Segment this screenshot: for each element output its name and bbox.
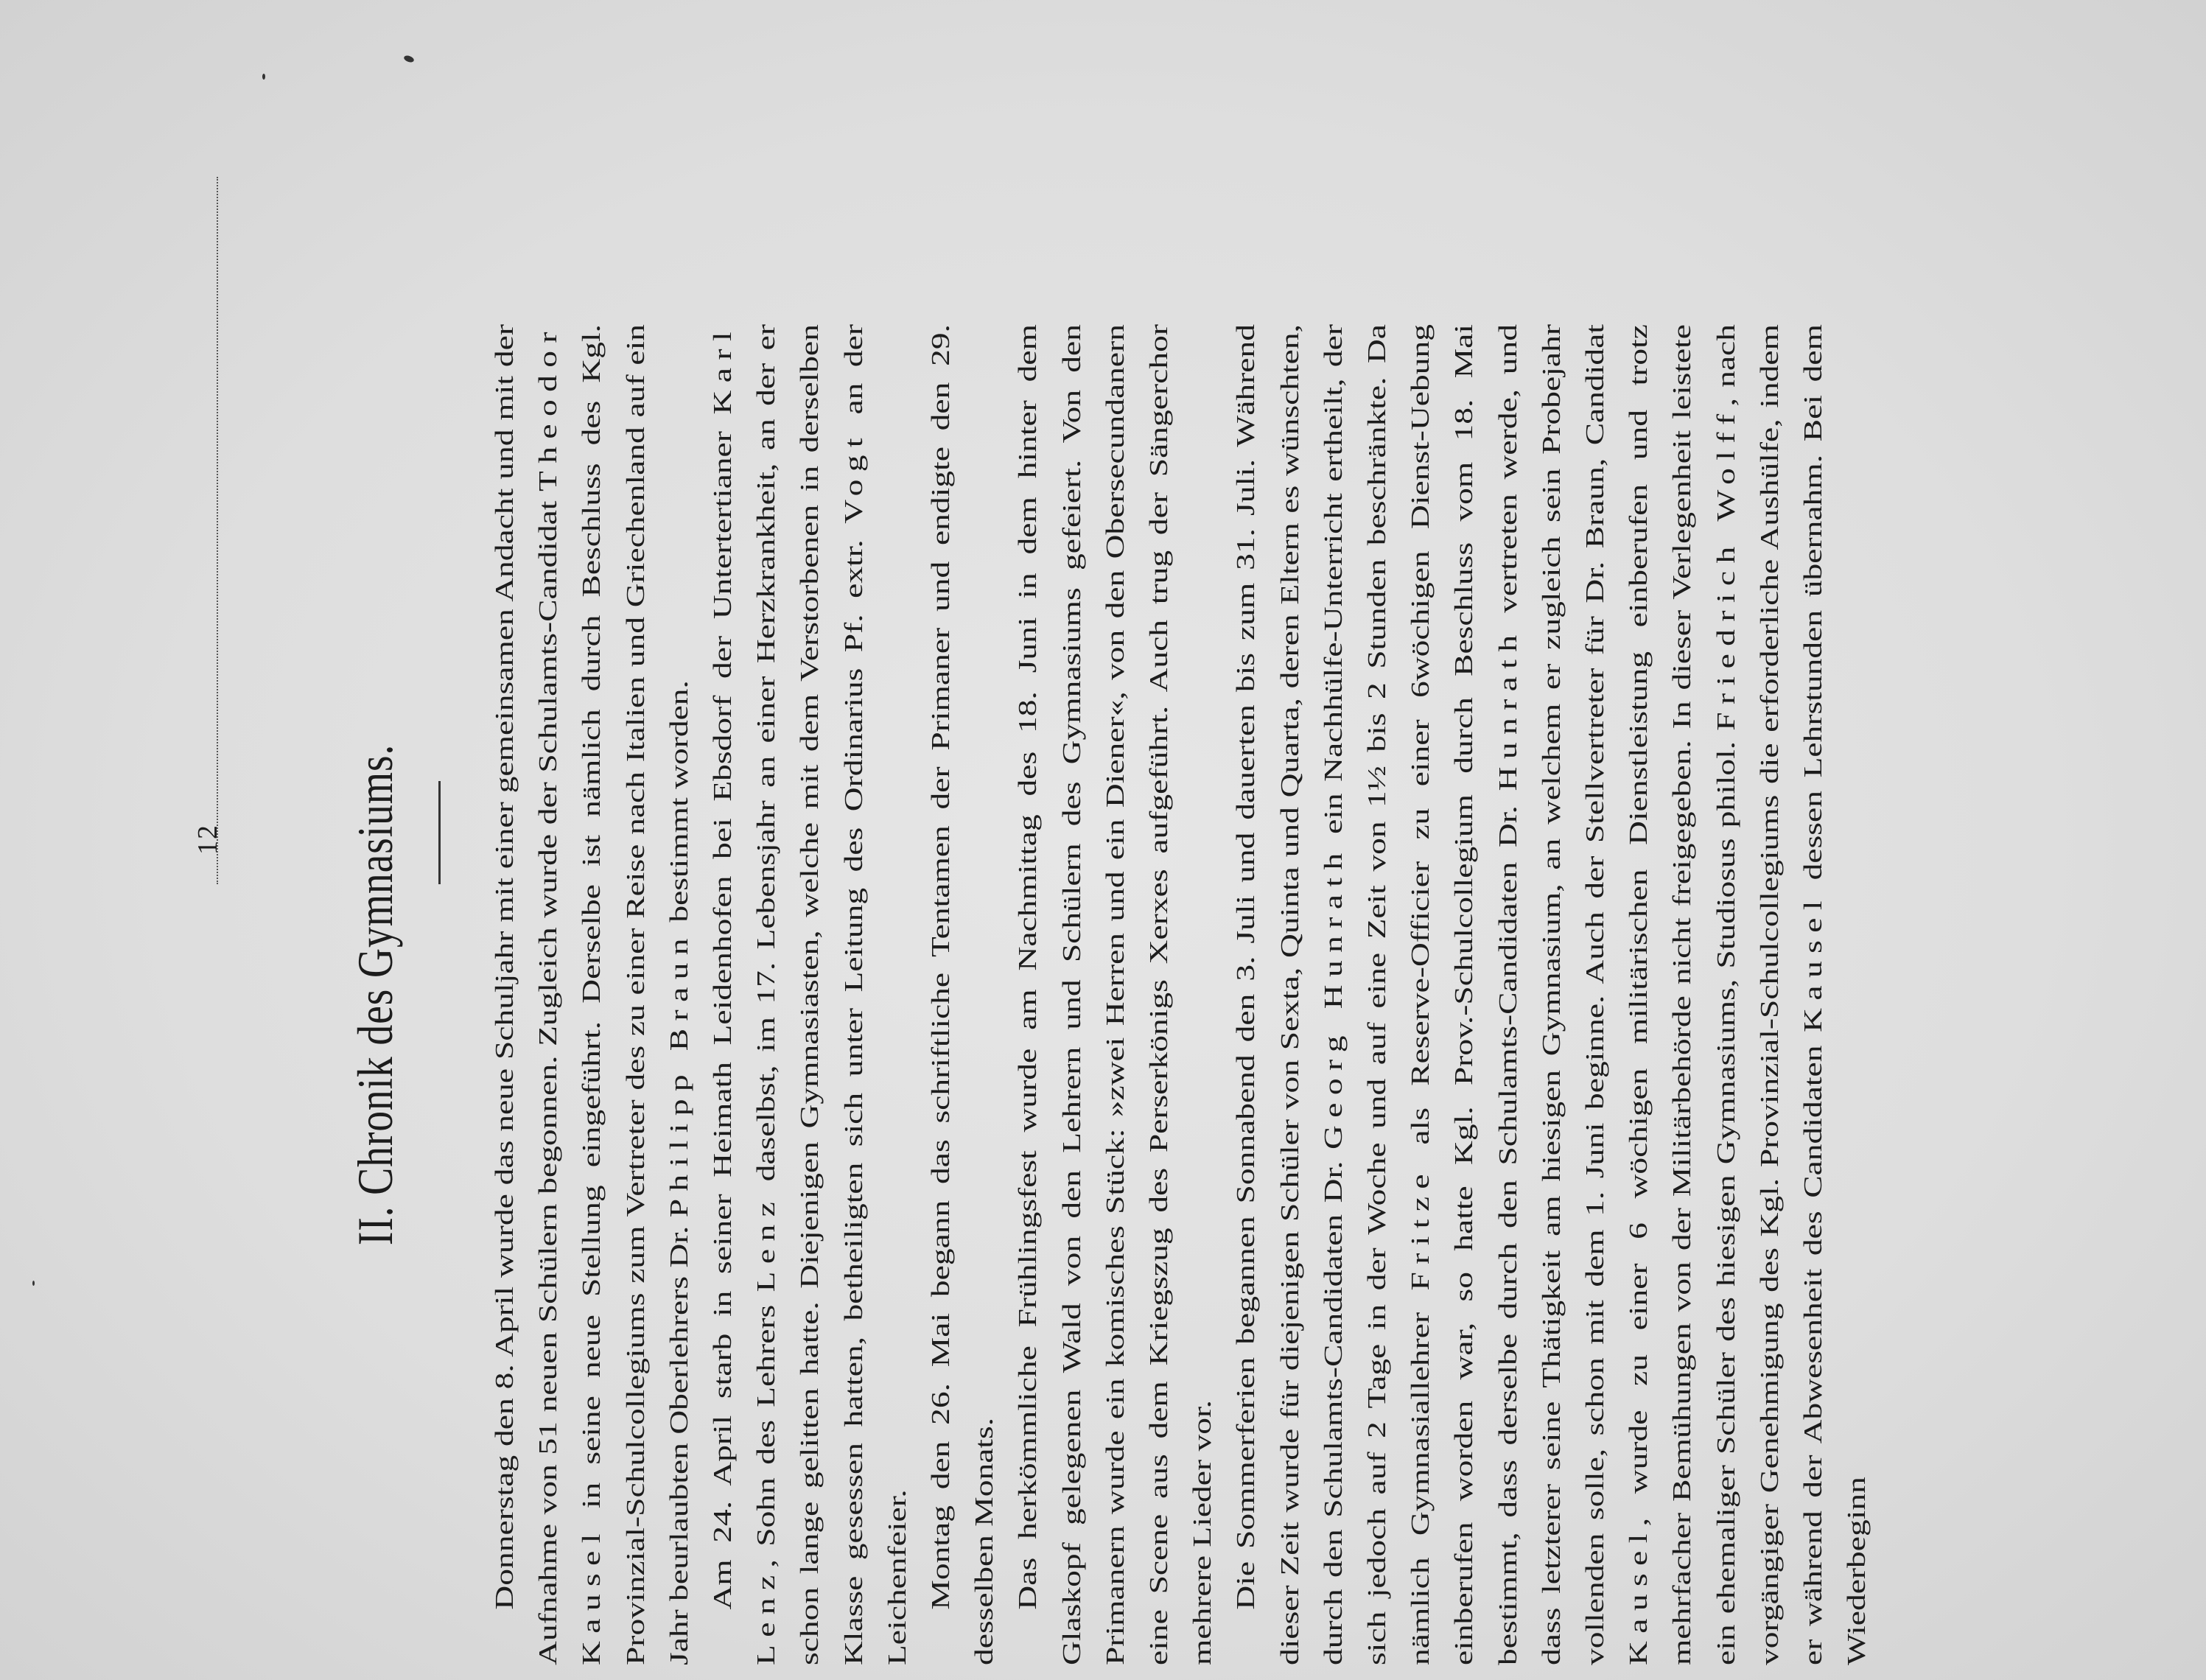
header-rule: [217, 177, 218, 884]
text-run: Die Sommerferien begannen Sonnabend den 3. Juli und dauerten bis zum 31. Juli. Während dieser Zeit wurde für diejenigen Schüler von Sexta, Quinta und Quarta, deren Eltern es wünschten, durch den Schulamts-Candidaten Dr.: [1231, 324, 1348, 1665]
spaced-name: Georg Hunrath: [1318, 845, 1348, 1150]
text-run: an der Leichenfeier.: [838, 323, 911, 1665]
spaced-name: Vogt: [838, 430, 868, 524]
text-run: , Sohn des Lehrers: [752, 1292, 781, 1568]
spaced-name: Kausel: [1799, 893, 1828, 1032]
paragraph: [1006, 324, 1224, 1665]
spaced-name: Kausel: [1624, 1526, 1653, 1665]
text-run: daselbst, im 17. Lebensjahr an einer Herzkrankheit, an der er schon lange gelitten hatte. Diejenigen Gymnasiasten, welche mit dem Verstorbenen in derselben Klasse gesessen hatten, betheiligten sich unter Leitung des Ordinarius Pf. extr.: [752, 324, 868, 1665]
page-header: [184, 15, 243, 1665]
text-run: bestimmt worden.: [664, 680, 693, 931]
spaced-name: Philipp Braun: [664, 931, 693, 1218]
text-run: Montag den 26. Mai begann das schriftliche Tentamen der Primaner und endigte den 29. desselben Monats.: [926, 324, 999, 1665]
page-number: 12: [192, 824, 223, 855]
spaced-name: Karl Lenz: [708, 324, 781, 1665]
ink-speck: [32, 1281, 35, 1286]
paragraph: [701, 324, 919, 1665]
spaced-name: Hunrath: [1493, 627, 1522, 791]
spaced-name: Friedrich Wolff: [1711, 406, 1740, 731]
text-run: vertreten werde, und dass letzterer seine Thätigkeit am hiesigen Gymnasium, an welchem er zugleich sein Probejahr vollenden solle, schon mit dem 1. Juni beginne. Auch der Stellvertreter für Dr. Braun, Candidat: [1493, 324, 1610, 1665]
text-run: dessen Lehrstunden übernahm. Bei dem Wiederbeginn: [1799, 324, 1871, 1665]
paragraph: [1224, 324, 1878, 1665]
text-run: Am 24. April starb in seiner Heimath Leidenhofen bei Ebsdorf der Untertertianer: [708, 414, 738, 1610]
text-run: als Reserve-Officier zu einer 6wöchigen Dienst-Uebung einberufen worden war, so hatte Kgl. Prov.-Schulcollegium durch Beschluss vom 18. Mai bestimmt, dass derselbe durch den Schulamts-Candidaten Dr.: [1406, 324, 1522, 1665]
chapter-title: II. Chronik des Gymnasiums.: [347, 743, 403, 1246]
text-run: Donnerstag den 8. April wurde das neue Schuljahr mit einer gemeinsamen Andacht und mit der Aufnahme von 51 neuen Schülern begonnen. Zugleich wurde der Schulamts-Candidat: [490, 324, 563, 1665]
spaced-name: Theodor Kausel: [533, 324, 606, 1665]
text-run: ein Nachhülfe-Unterricht ertheilt, der sich jedoch auf 2 Tage in der Woche und auf eine Zeit von 1½ bis 2 Stunden beschränkte. Da nämlich Gymnasiallehrer: [1318, 324, 1435, 1665]
text-run: , wurde zu einer 6 wöchigen militärischen Dienstleistung einberufen und trotz mehrfacher Bemühungen von der Militärbehörde nicht freigegeben. In dieser Verlegenheit leistete ein ehemaliger Schüler des hiesigen Gymnasiums, Studiosus philol.: [1624, 324, 1740, 1665]
page-content: [184, 15, 2203, 1665]
text-run: in seine neue Stellung eingeführt. Derselbe ist nämlich durch Beschluss des Kgl. Provinzial-Schulcollegiums zum Vertreter des zu einer Reise nach Italien und Griechenland auf ein Jahr beurlaubten Oberlehrers Dr.: [577, 324, 693, 1665]
title-rule: [438, 781, 441, 884]
spaced-name: Fritze: [1406, 1166, 1435, 1291]
body-text: [483, 324, 1879, 1665]
text-run: , nach vorgängiger Genehmigung des Kgl. Provinzial-Schulcollegiums die erforderliche Aushülfe, indem er während der Abwesenheit des Candidaten: [1711, 323, 1828, 1665]
spaced-name: Lenz: [752, 1194, 781, 1292]
paragraph: [919, 324, 1006, 1665]
paragraph: [483, 324, 701, 1665]
text-run: Das herkömmliche Frühlingsfest wurde am Nachmittag des 18. Juni in dem hinter dem Glaskopf gelegenen Wald von den Lehrern und Schülern des Gymnasiums gefeiert. Von den Primanern wurde ein komisches Stück: »zwei Herren und ein Diener«, von den Obersecundanern eine Scene aus dem Kriegszug des Perserkönigs Xerxes aufgeführt. Auch trug der Sängerchor mehrere Lieder vor.: [1013, 324, 1217, 1665]
